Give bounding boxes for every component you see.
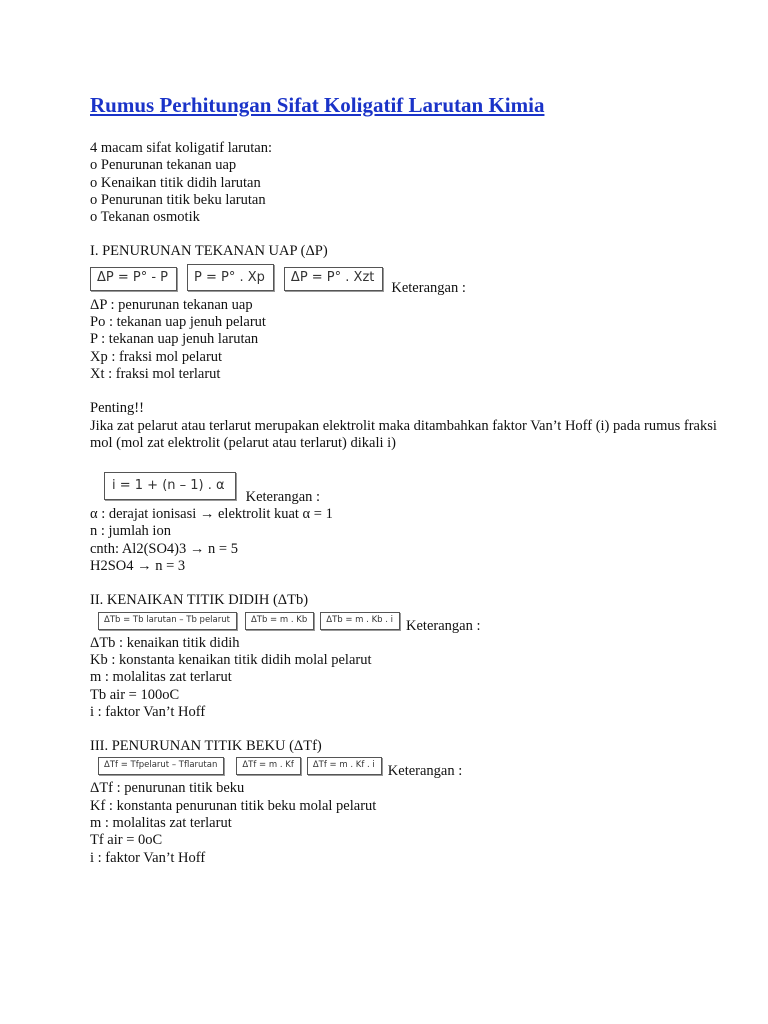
spacer [90, 575, 730, 592]
section-vapor-pressure [90, 243, 730, 383]
formula-text: P = P° . Xp [194, 269, 265, 285]
formula-text: ΔTf = m . Kf . i [312, 760, 375, 771]
formula-image [98, 612, 237, 630]
formula-image [90, 267, 177, 291]
note-line: ΔTb : kenaikan titik didih [90, 634, 240, 651]
note-line: cnth: Al2(SO4)3 → n = 5 [90, 540, 238, 557]
section-heading: III. PENURUNAN TITIK BEKU (ΔTf) [90, 738, 322, 755]
formula-image [320, 612, 400, 630]
formula-image [245, 612, 314, 630]
spacer [90, 226, 730, 243]
penting-section [90, 400, 730, 575]
formula-row [90, 264, 730, 296]
section-heading: II. KENAIKAN TITIK DIDIH (ΔTb) [90, 592, 309, 609]
note-line: Xp : fraksi mol pelarut [90, 348, 223, 365]
note-line: Tf air = 0oC [90, 832, 163, 849]
keterangan-label: Keterangan : [387, 763, 463, 780]
note-line: i : faktor Van’t Hoff [90, 849, 206, 866]
section-heading: I. PENURUNAN TEKANAN UAP (ΔP) [90, 243, 328, 260]
formula-text: ΔP = P° . Xzt [290, 269, 375, 285]
formula-image [236, 757, 300, 775]
note-line: n : jumlah ion [90, 523, 171, 540]
intro-item: o Kenaikan titik didih larutan [90, 174, 261, 191]
intro-item: o Tekanan osmotik [90, 209, 200, 226]
note-line: m : molalitas zat terlarut [90, 815, 232, 832]
formula-text: ΔTf = Tfpelarut – Tflarutan [104, 760, 218, 771]
intro-heading: 4 macam sifat koligatif larutan: [90, 140, 272, 156]
keterangan-label: Keterangan : [391, 279, 466, 296]
formula-image [104, 472, 236, 500]
section-freezing-point [90, 738, 730, 867]
spacer [90, 118, 730, 140]
keterangan-label: Keterangan : [245, 489, 321, 506]
formula-text: ΔP = P° - P [97, 269, 169, 285]
note-line: Kb : konstanta kenaikan titik didih molal pelarut [90, 651, 372, 668]
note-line: Kf : konstanta penurunan titik beku molal pelarut [90, 797, 377, 814]
note-line: Po : tekanan uap jenuh pelarut [90, 314, 266, 331]
formula-row [90, 757, 730, 780]
keterangan-label: Keterangan : [406, 617, 481, 634]
note-line: Tb air = 100oC [90, 686, 180, 703]
formula-text: i = 1 + (n – 1) . α [112, 478, 225, 494]
penting-text: Jika zat pelarut atau terlarut merupakan elektrolit maka ditambahkan faktor Van’t Hoff (i) pada rumus fraksi mol (mol zat elektrolit (pelarut atau terlarut) dikali i) [90, 417, 717, 451]
spacer [90, 383, 730, 400]
section-boiling-point [90, 592, 730, 721]
intro-section [90, 140, 730, 226]
note-line: ΔTf : penurunan titik beku [90, 780, 245, 797]
spacer [90, 452, 730, 472]
note-line: Xt : fraksi mol terlarut [90, 365, 221, 382]
formula-image [98, 757, 224, 775]
document-page [90, 92, 730, 867]
page-title: Rumus Perhitungan Sifat Koligatif Larutan Kimia [90, 93, 545, 117]
penting-heading: Penting!! [90, 400, 144, 417]
formula-text: ΔTf = m . Kf [242, 760, 294, 771]
formula-row [90, 612, 730, 634]
intro-item: o Penurunan titik beku larutan [90, 191, 266, 208]
formula-image [307, 757, 382, 775]
spacer [90, 721, 730, 738]
note-line: P : tekanan uap jenuh larutan [90, 331, 259, 348]
note-line: i : faktor Van’t Hoff [90, 703, 206, 720]
formula-text: ΔTb = m . Kb . i [326, 614, 394, 625]
formula-image [187, 264, 274, 291]
formula-image [284, 267, 383, 291]
intro-item: o Penurunan tekanan uap [90, 157, 237, 174]
note-line: ΔP : penurunan tekanan uap [90, 296, 253, 313]
note-line: H2SO4 → n = 3 [90, 558, 186, 575]
note-line: m : molalitas zat terlarut [90, 669, 232, 686]
formula-text: ΔTb = Tb larutan – Tb pelarut [104, 614, 230, 625]
note-line: α : derajat ionisasi → elektrolit kuat α = 1 [90, 506, 333, 523]
formula-row [90, 472, 730, 506]
formula-text: ΔTb = m . Kb [250, 614, 308, 625]
